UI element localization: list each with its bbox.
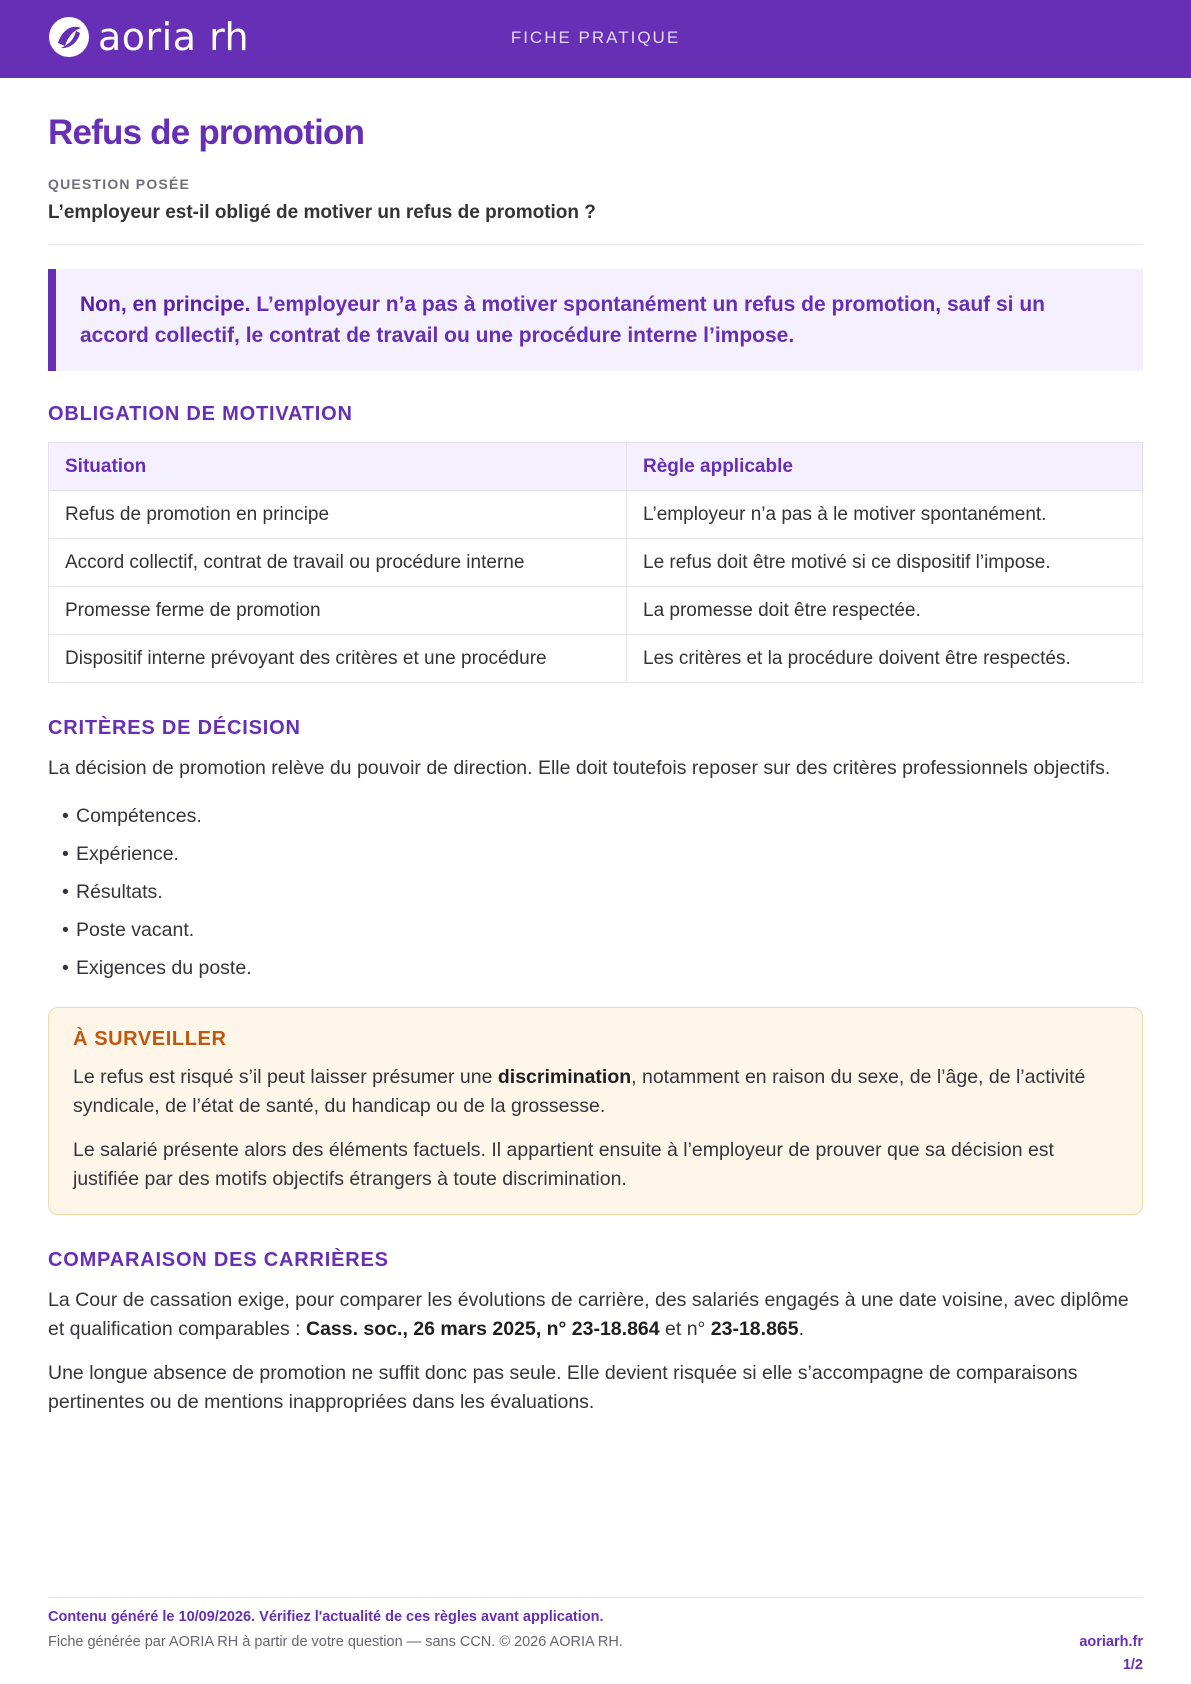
- brand-name: aoria rh: [98, 15, 250, 59]
- comparison-paragraph-1: La Cour de cassation exige, pour comparer les évolutions de carrière, des salariés engagés à une date voisine, avec diplôme et qualification comparables : Cass. soc., 26 mars 2025, n° 23-18.864 et n° 23-18.865.: [48, 1289, 1129, 1340]
- answer-callout: [48, 269, 1143, 371]
- situation-cell: Promesse ferme de promotion: [49, 587, 627, 635]
- bullet-icon: •: [62, 805, 69, 827]
- situation-cell: Refus de promotion en principe: [49, 491, 627, 539]
- footer-copyright: Fiche générée par AORIA RH à partir de votre question — sans CCN. © 2026 AORIA RH.: [48, 1634, 623, 1650]
- bullet-icon: •: [62, 957, 69, 979]
- rule-cell: La promesse doit être respectée.: [627, 587, 1143, 635]
- warning-box: [48, 1007, 1143, 1215]
- discrimination-emphasis: discrimination: [497, 1066, 632, 1088]
- comparison-paragraph-2: Une longue absence de promotion ne suffit donc pas seule. Elle devient risquée si elle s’accompagne de comparaisons pertinentes ou de mentions inappropriées dans les évaluations.: [48, 1362, 1078, 1413]
- warning-title: À SURVEILLER: [73, 1028, 227, 1050]
- section-title-comparison: COMPARAISON DES CARRIÈRES: [48, 1249, 389, 1271]
- bullet-icon: •: [62, 881, 69, 903]
- list-item: • Compétences.: [62, 797, 1143, 835]
- obligation-table: [48, 442, 1143, 683]
- bullet-icon: •: [62, 919, 69, 941]
- document-type-label: FICHE PRATIQUE: [510, 28, 681, 47]
- section-title-obligation: OBLIGATION DE MOTIVATION: [48, 403, 353, 425]
- criteria-intro: La décision de promotion relève du pouvoir de direction. Elle doit toutefois reposer sur des critères professionnels objectifs.: [48, 757, 1111, 779]
- rule-cell: L’employeur n’a pas à le motiver spontanément.: [627, 491, 1143, 539]
- table-row: [49, 635, 1143, 683]
- case-reference: Cass. soc., 26 mars 2025, n° 23-18.864: [305, 1318, 660, 1340]
- table-row: [49, 587, 1143, 635]
- section-title-criteria: CRITÈRES DE DÉCISION: [48, 717, 301, 739]
- warning-paragraph-2: Le salarié présente alors des éléments factuels. Il appartient ensuite à l’employeur de prouver que sa décision est justifiée par des motifs objectifs étrangers à toute discrimination.: [73, 1139, 1054, 1190]
- document-body: [48, 110, 1143, 1417]
- rule-cell: Le refus doit être motivé si ce dispositif l’impose.: [627, 539, 1143, 587]
- list-item: • Poste vacant.: [62, 911, 1143, 949]
- bullet-icon: •: [62, 843, 69, 865]
- page-number: 1/2: [1122, 1657, 1143, 1673]
- answer-lead: Non, en principe.: [80, 293, 251, 316]
- list-item: • Résultats.: [62, 873, 1143, 911]
- table-header-row: [49, 443, 1143, 491]
- table-row: [49, 539, 1143, 587]
- situation-cell: Dispositif interne prévoyant des critères et une procédure: [49, 635, 627, 683]
- header-bar: [0, 0, 1191, 78]
- warning-paragraph-1: Le refus est risqué s’il peut laisser présumer une discrimination, notamment en raison du sexe, de l’âge, de l’activité syndicale, de l’état de santé, du handicap ou de la grossesse.: [73, 1066, 1086, 1117]
- column-header-rule: Règle applicable: [627, 443, 1143, 491]
- footer-divider: [48, 1597, 1143, 1598]
- question-label: QUESTION POSÉE: [48, 176, 191, 192]
- case-reference-2: 23-18.865: [710, 1318, 799, 1340]
- list-item: • Expérience.: [62, 835, 1143, 873]
- criteria-list: [62, 797, 1143, 987]
- question-text: L’employeur est-il obligé de motiver un refus de promotion ?: [48, 202, 596, 223]
- page-title: Refus de promotion: [48, 113, 365, 152]
- situation-cell: Accord collectif, contrat de travail ou procédure interne: [49, 539, 627, 587]
- footer-site-link[interactable]: aoriarh.fr: [1079, 1634, 1143, 1650]
- rule-cell: Les critères et la procédure doivent être respectés.: [627, 635, 1143, 683]
- divider: [48, 244, 1143, 245]
- table-row: [49, 491, 1143, 539]
- answer-text: L’employeur n’a pas à motiver spontanément un refus de promotion, sauf si un accord collectif, le contrat de travail ou une procédure interne l’impose.: [80, 293, 1045, 347]
- footer-generation-note: Contenu généré le 10/09/2026. Vérifiez l'actualité de ces règles avant application.: [48, 1609, 604, 1625]
- list-item: • Exigences du poste.: [62, 949, 1143, 987]
- column-header-situation: Situation: [49, 443, 627, 491]
